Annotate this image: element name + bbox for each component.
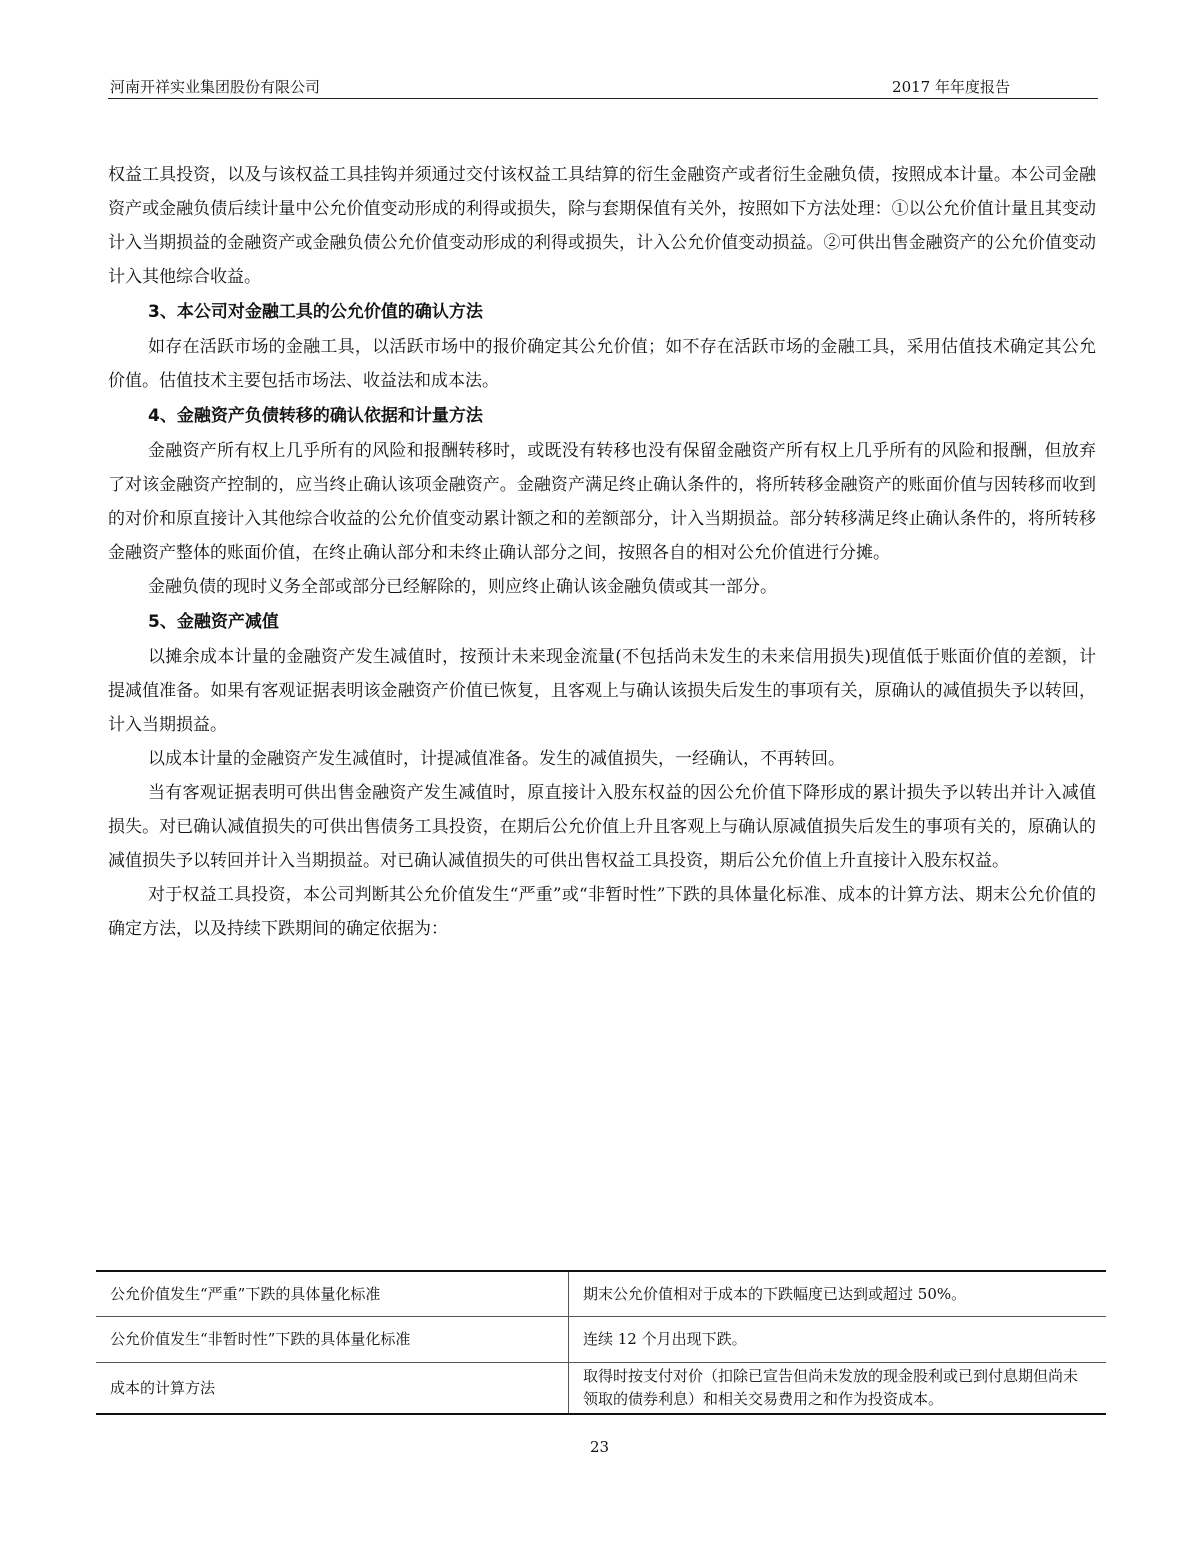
impairment-criteria-table bbox=[96, 1270, 1106, 1415]
paragraph: 以摊余成本计量的金融资产发生减值时，按预计未来现金流量(不包括尚未发生的未来信用损失)现值低于账面价值的差额，计提减值准备。如果有客观证据表明该金融资产价值已恢复，且客观上与确认该损失后发生的事项有关，原确认的减值损失予以转回，计入当期损益。 bbox=[108, 647, 1096, 735]
section-heading-4: 4、金融资产负债转移的确认依据和计量方法 bbox=[148, 406, 483, 426]
paragraph: 以成本计量的金融资产发生减值时，计提减值准备。发生的减值损失，一经确认，不再转回。 bbox=[148, 749, 845, 769]
section-heading-3: 3、本公司对金融工具的公允价值的确认方法 bbox=[148, 302, 483, 322]
page-number: 23 bbox=[589, 1438, 610, 1456]
document-body bbox=[108, 158, 1096, 946]
paragraph: 当有客观证据表明可供出售金融资产发生减值时，原直接计入股东权益的因公允价值下降形成的累计损失予以转出并计入减值损失。对已确认减值损失的可供出售债务工具投资，在期后公允价值上升且客观上与确认原减值损失后发生的事项有关的，原确认的减值损失予以转回并计入当期损益。对已确认减值损失的可供出售权益工具投资，期后公允价值上升直接计入股东权益。 bbox=[108, 783, 1096, 871]
company-name: 河南开祥实业集团股份有限公司 bbox=[110, 78, 321, 96]
table-cell-label: 公允价值发生“严重”下跌的具体量化标准 bbox=[96, 1271, 569, 1317]
page-header bbox=[108, 74, 1098, 99]
table-cell-value: 取得时按支付对价（扣除已宣告但尚未发放的现金股利或已到付息期但尚未领取的债券利息）和相关交易费用之和作为投资成本。 bbox=[569, 1363, 1107, 1415]
table-row bbox=[96, 1271, 1106, 1317]
table-cell-label: 成本的计算方法 bbox=[96, 1363, 569, 1415]
paragraph: 对于权益工具投资，本公司判断其公允价值发生“严重”或“非暂时性”下跌的具体量化标准、成本的计算方法、期末公允价值的确定方法，以及持续下跌期间的确定依据为： bbox=[108, 885, 1096, 939]
table-cell-label: 公允价值发生“非暂时性”下跌的具体量化标准 bbox=[96, 1317, 569, 1363]
section-heading-5: 5、金融资产减值 bbox=[148, 612, 279, 632]
report-title: 2017 年年度报告 bbox=[892, 78, 1010, 96]
paragraph: 如存在活跃市场的金融工具，以活跃市场中的报价确定其公允价值；如不存在活跃市场的金融工具，采用估值技术确定其公允价值。估值技术主要包括市场法、收益法和成本法。 bbox=[108, 337, 1096, 391]
table-row bbox=[96, 1363, 1106, 1415]
paragraph: 权益工具投资，以及与该权益工具挂钩并须通过交付该权益工具结算的衍生金融资产或者衍生金融负债，按照成本计量。本公司金融资产或金融负债后续计量中公允价值变动形成的利得或损失，除与套期保值有关外，按照如下方法处理：①以公允价值计量且其变动计入当期损益的金融资产或金融负债公允价值变动形成的利得或损失，计入公允价值变动损益。②可供出售金融资产的公允价值变动计入其他综合收益。 bbox=[108, 165, 1096, 287]
table-cell-value: 期末公允价值相对于成本的下跌幅度已达到或超过 50%。 bbox=[583, 1284, 967, 1303]
paragraph: 金融负债的现时义务全部或部分已经解除的，则应终止确认该金融负债或其一部分。 bbox=[148, 577, 777, 597]
table-cell-value: 连续 12 个月出现下跌。 bbox=[569, 1317, 1107, 1363]
paragraph: 金融资产所有权上几乎所有的风险和报酬转移时，或既没有转移也没有保留金融资产所有权上几乎所有的风险和报酬，但放弃了对该金融资产控制的，应当终止确认该项金融资产。金融资产满足终止确认条件的，将所转移金融资产的账面价值与因转移而收到的对价和原直接计入其他综合收益的公允价值变动累计额之和的差额部分，计入当期损益。部分转移满足终止确认条件的，将所转移金融资产整体的账面价值，在终止确认部分和未终止确认部分之间，按照各自的相对公允价值进行分摊。 bbox=[108, 441, 1096, 563]
table-row bbox=[96, 1317, 1106, 1363]
